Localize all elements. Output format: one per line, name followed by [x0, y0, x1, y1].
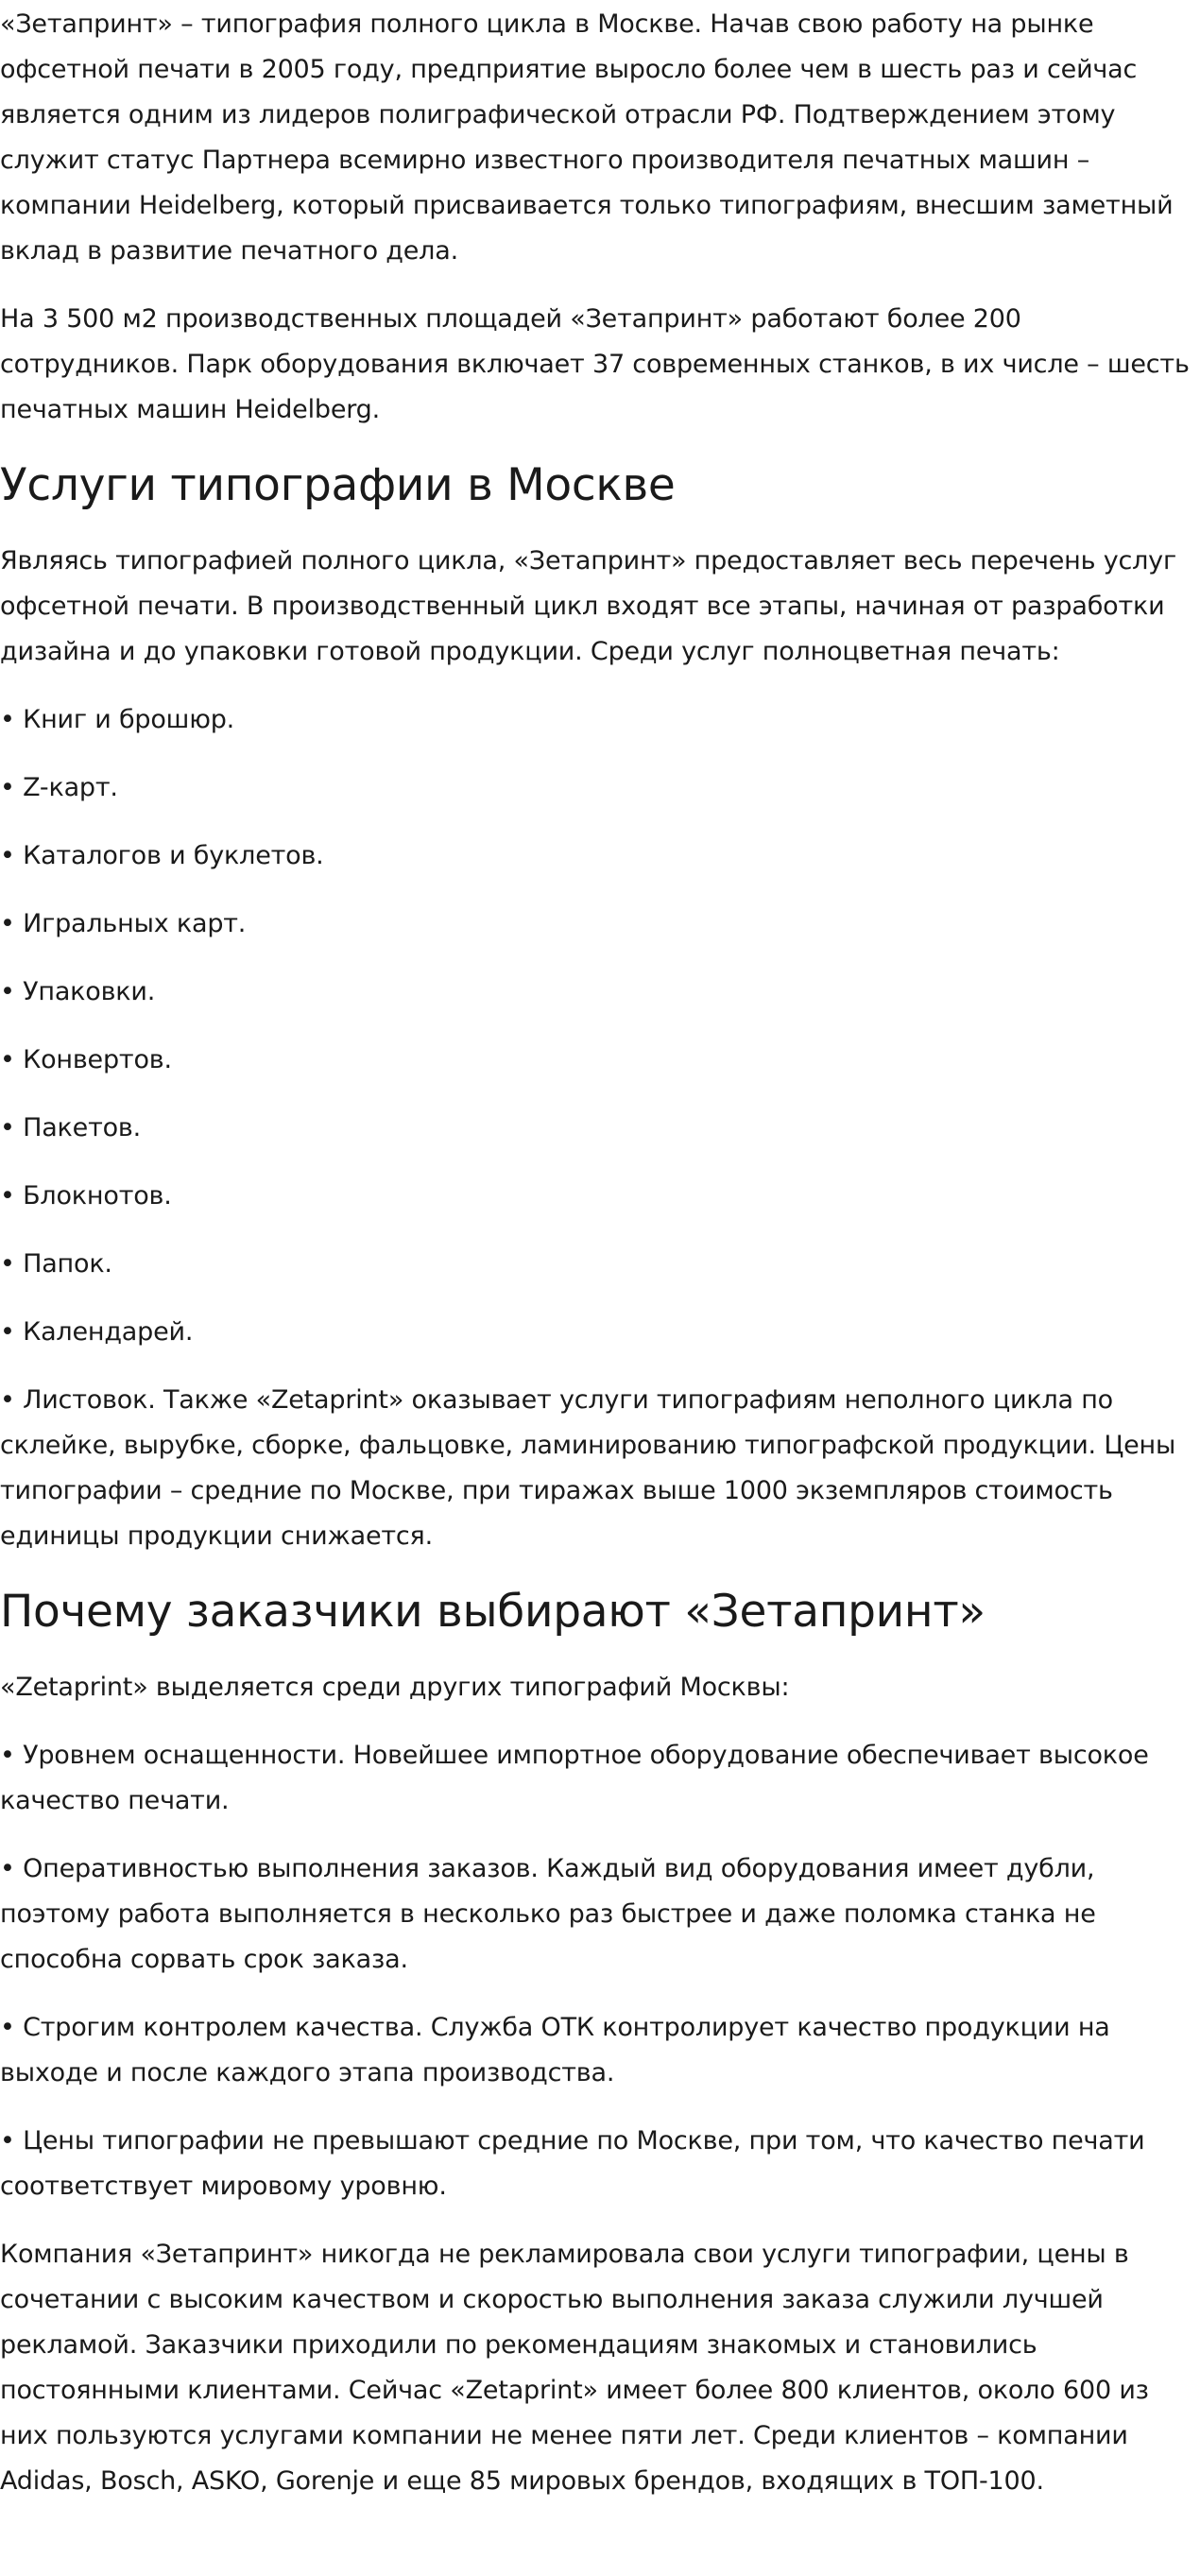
list-item: • Цены типографии не превышают средние по Москве, при том, что качество печати соответствует мировому уровню. — [0, 2126, 1145, 2201]
intro-paragraph: «Зетапринт» – типография полного цикла в Москве. Начав свою работу на рынке офсетной печати в 2005 году, предприятие выросло более чем в шесть раз и сейчас является одним из лидеров полиграфической отрасли РФ. Подтверждением этому служит статус Партнера всемирно известного производителя печатных машин – компании Heidelberg, который присваивается только типографиям, внесшим заметный вклад в развитие печатного дела. — [0, 9, 1174, 266]
list-item: • Книг и брошюр. — [0, 705, 235, 734]
list-item: • Игральных карт. — [0, 909, 247, 938]
services-heading: Услуги типографии в Москве — [0, 459, 676, 511]
list-item: • Упаковки. — [0, 977, 156, 1006]
list-item: • Оперативностью выполнения заказов. Каждый вид оборудования имеет дубли, поэтому работа выполняется в несколько раз быстрее и даже поломка станка не способна сорвать срок заказа. — [0, 1854, 1096, 1974]
services-list — [0, 697, 1198, 1559]
list-item: • Уровнем оснащенности. Новейшее импортное оборудование обеспечивает высокое качество печати. — [0, 1741, 1149, 1815]
list-item: • Z-карт. — [0, 773, 118, 802]
list-item: • Календарей. — [0, 1317, 194, 1347]
closing-paragraph: Компания «Зетапринт» никогда не рекламировала свои услуги типографии, цены в сочетании с высоким качеством и скоростью выполнения заказа служили лучшей рекламой. Заказчики приходили по рекомендациям знакомых и становились постоянными клиентами. Сейчас «Zetaprint» имеет более 800 клиентов, около 600 из них пользуются услугами компании не менее пяти лет. Среди клиентов – компании Adidas, Bosch, ASKO, Gorenje и еще 85 мировых брендов, входящих в ТОП-100. — [0, 2240, 1149, 2496]
list-item: • Листовок. Также «Zetaprint» оказывает услуги типографиям неполного цикла по склейке, вырубке, сборке, фальцовке, ламинированию типографской продукции. Цены типографии – средние по Москве, при тиражах выше 1000 экземпляров стоимость единицы продукции снижается. — [0, 1385, 1176, 1551]
why-lead: «Zetaprint» выделяется среди других типографий Москвы: — [0, 1673, 790, 1702]
list-item: • Блокнотов. — [0, 1181, 172, 1211]
list-item: • Конвертов. — [0, 1045, 172, 1074]
why-list — [0, 1733, 1198, 2209]
why-heading: Почему заказчики выбирают «Зетапринт» — [0, 1586, 986, 1638]
intro-paragraph: На 3 500 м2 производственных площадей «Зетапринт» работают более 200 сотрудников. Парк оборудования включает 37 современных станков, в их числе – шесть печатных машин Heidelberg. — [0, 304, 1190, 424]
list-item: • Каталогов и буклетов. — [0, 841, 324, 870]
list-item: • Папок. — [0, 1249, 112, 1279]
services-lead: Являясь типографией полного цикла, «Зетапринт» предоставляет весь перечень услуг офсетной печати. В производственный цикл входят все этапы, начиная от разработки дизайна и до упаковки готовой продукции. Среди услуг полноцветная печать: — [0, 546, 1176, 666]
list-item: • Пакетов. — [0, 1113, 142, 1142]
list-item: • Строгим контролем качества. Служба ОТК контролирует качество продукции на выходе и после каждого этапа производства. — [0, 2013, 1110, 2087]
